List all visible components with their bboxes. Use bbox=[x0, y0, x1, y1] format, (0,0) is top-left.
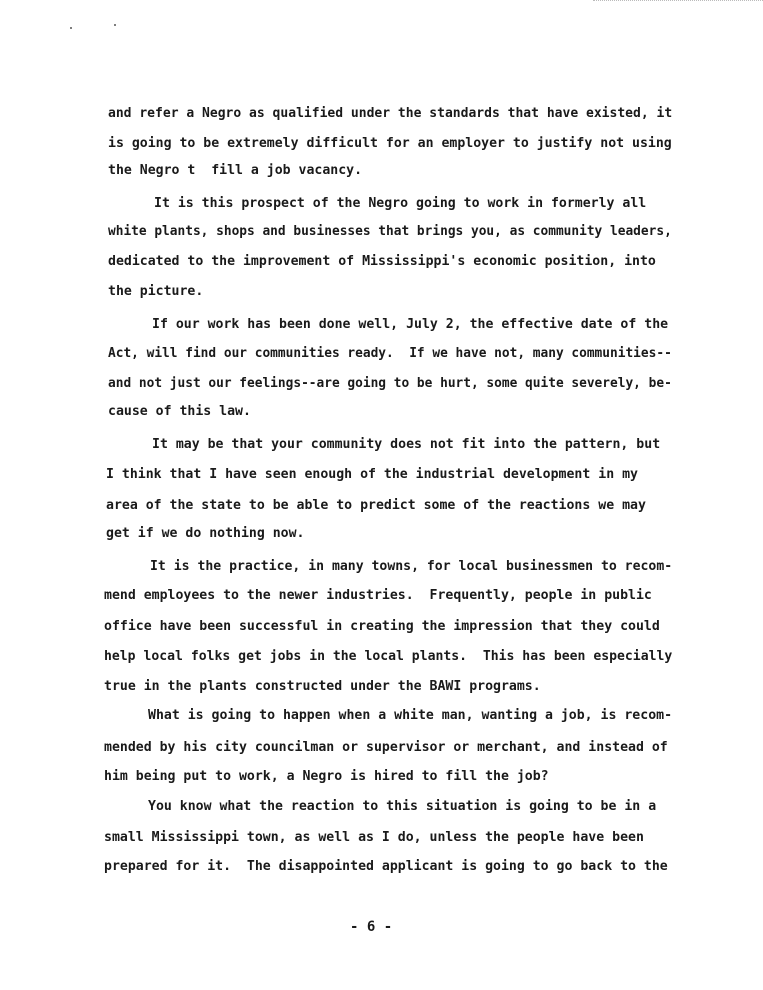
text-line: cause of this law. bbox=[108, 404, 251, 419]
top-edge-dots bbox=[593, 0, 763, 3]
text-line: What is going to happen when a white man, wanting a job, is recom- bbox=[148, 708, 673, 723]
scan-speck bbox=[70, 27, 72, 29]
text-line: mended by his city councilman or supervisor or merchant, and instead of bbox=[104, 740, 668, 755]
text-line: office have been successful in creating the impression that they could bbox=[104, 619, 660, 634]
scan-speck bbox=[114, 24, 116, 26]
text-line: the picture. bbox=[108, 284, 204, 299]
page-number: - 6 - bbox=[350, 919, 393, 935]
text-line: the Negro t fill a job vacancy. bbox=[108, 163, 363, 178]
text-line: get if we do nothing now. bbox=[106, 526, 305, 541]
text-line: It is this prospect of the Negro going to work in formerly all bbox=[154, 196, 647, 211]
text-line: area of the state to be able to predict some of the reactions we may bbox=[106, 498, 646, 513]
text-line: white plants, shops and businesses that brings you, as community leaders, bbox=[108, 224, 672, 239]
text-line: It may be that your community does not fit into the pattern, but bbox=[152, 437, 661, 452]
text-line: dedicated to the improvement of Mississippi's economic position, into bbox=[108, 254, 656, 269]
text-line: and refer a Negro as qualified under the standards that have existed, it bbox=[108, 106, 673, 121]
text-line: It is the practice, in many towns, for local businessmen to recom- bbox=[150, 559, 673, 574]
text-line: and not just our feelings--are going to be hurt, some quite severely, be- bbox=[108, 376, 672, 391]
text-line: him being put to work, a Negro is hired to fill the job? bbox=[104, 769, 549, 784]
text-line: small Mississippi town, as well as I do, unless the people have been bbox=[104, 830, 644, 845]
text-line: You know what the reaction to this situation is going to be in a bbox=[148, 799, 657, 814]
text-line: Act, will find our communities ready. If we have not, many communities-- bbox=[108, 346, 672, 361]
text-line: true in the plants constructed under the BAWI programs. bbox=[104, 679, 541, 694]
text-line: If our work has been done well, July 2, the effective date of the bbox=[152, 317, 669, 332]
text-line: prepared for it. The disappointed applicant is going to go back to the bbox=[104, 859, 668, 874]
text-line: is going to be extremely difficult for an employer to justify not using bbox=[108, 136, 672, 151]
text-line: mend employees to the newer industries. Frequently, people in public bbox=[104, 588, 652, 603]
text-line: help local folks get jobs in the local plants. This has been especially bbox=[104, 649, 673, 664]
text-line: I think that I have seen enough of the industrial development in my bbox=[106, 467, 638, 482]
